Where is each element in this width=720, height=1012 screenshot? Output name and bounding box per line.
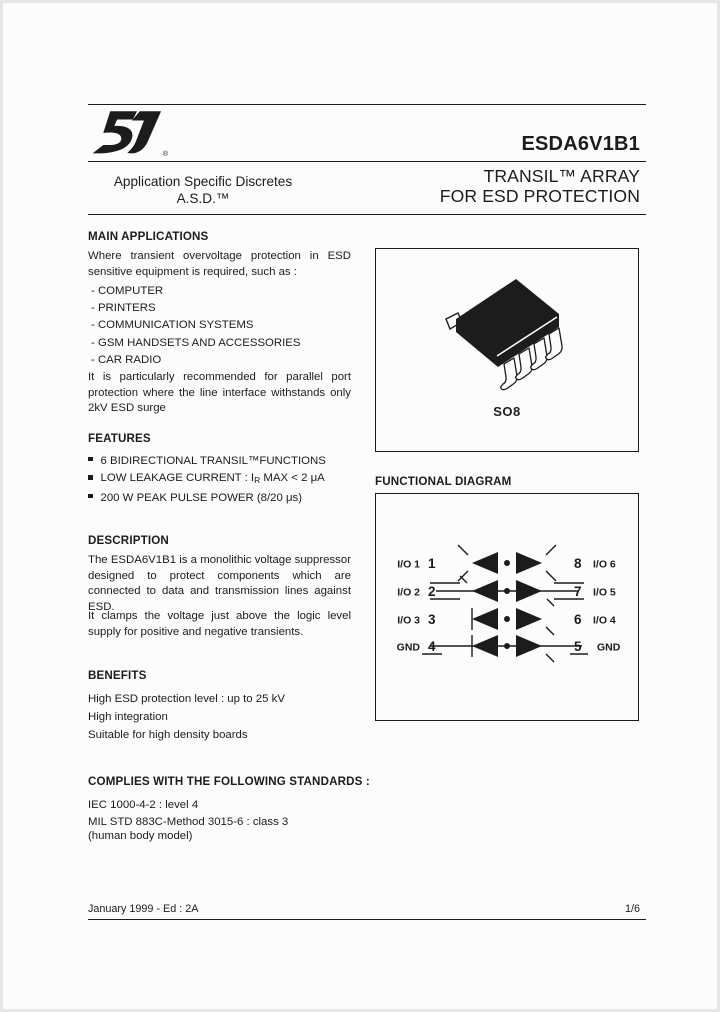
brand-line2: A.S.D.™ [176,190,230,206]
footer-page-number: 1/6 [624,903,640,915]
benefit-item: Suitable for high density boards [88,729,248,741]
registered-mark: ® [162,151,168,158]
list-item: - GSM HANDSETS AND ACCESSORIES [91,336,301,349]
doc-title-line1: TRANSIL™ ARRAY [483,166,640,186]
feature-text-post: MAX < 2 μA [260,472,325,485]
features-heading: FEATURES [88,432,151,445]
feature-text: 6 BIDIRECTIONAL TRANSIL™FUNCTIONS [100,455,326,467]
brand-line1: Application Specific Discretes [113,174,293,189]
main-applications-heading: MAIN APPLICATIONS [88,230,209,243]
pin-label: I/O 3 [397,614,420,627]
pin-number: 5 [574,639,582,654]
square-bullet-icon [88,457,93,462]
feature-item [88,453,326,470]
pin-number: 3 [428,612,436,627]
benefit-item: High integration [88,711,168,723]
so8-package-icon [376,249,637,450]
pin-label: I/O 1 [397,558,420,571]
st-logo [88,109,166,159]
brand-block [88,174,318,207]
description-p1: The ESDA6V1B1 is a monolithic voltage suppressor designed to protect components which are connected to data and transmission lines against ESD. [88,554,351,613]
top-rule [88,104,646,105]
main-applications-note: It is particularly recommended for parallel port protection where the line interface withstands only 2kV ESD surge [88,371,351,415]
functional-diagram-box [375,493,639,721]
standard-item: MIL STD 883C-Method 3015-6 : class 3 [88,816,289,828]
package-label: SO8 [493,404,521,419]
pin-number: 1 [428,556,436,571]
feature-item [88,470,326,489]
main-applications-list [91,283,301,369]
feature-text-sub: R [254,475,261,486]
benefit-item: High ESD protection level : up to 25 kV [88,693,285,705]
pin-number: 6 [574,612,582,627]
standard-item: (human body model) [88,830,193,842]
pin-label: I/O 4 [593,614,616,627]
feature-text: 200 W PEAK PULSE POWER (8/20 μs) [100,491,303,504]
standard-item: IEC 1000-4-2 : level 4 [88,799,199,811]
footer-date-edition: January 1999 - Ed : 2A [88,903,199,915]
pin-number: 7 [574,584,582,599]
footer-rule [88,919,646,920]
feature-text-pre: LOW LEAKAGE CURRENT : I [100,472,255,485]
list-item: - COMPUTER [91,285,164,297]
functional-diagram-drawing [376,494,637,719]
benefits-heading: BENEFITS [88,669,147,682]
list-item: - CAR RADIO [91,353,162,366]
pin-number: 2 [428,584,436,599]
feature-item [88,490,326,507]
pin-label: I/O 6 [593,558,616,571]
pin-number: 8 [574,556,582,571]
pin-label: GND [597,641,621,654]
doc-title [320,167,640,206]
pin-label: GND [396,641,420,654]
pin-label: I/O 5 [593,586,616,599]
description-p2: It clamps the voltage just above the logic level supply for positive and negative transients. [88,610,351,638]
pin-number: 4 [428,639,436,654]
doc-title-line2: FOR ESD PROTECTION [439,185,640,206]
package-box [375,248,639,452]
header-rule [88,161,646,162]
description-heading: DESCRIPTION [88,534,169,547]
standards-heading: COMPLIES WITH THE FOLLOWING STANDARDS : [88,775,370,788]
main-applications-intro: Where transient overvoltage protection in ESD sensitive equipment is required, such as : [88,250,351,278]
list-item: - COMMUNICATION SYSTEMS [91,319,254,332]
list-item: - PRINTERS [91,302,156,315]
functional-diagram-heading: FUNCTIONAL DIAGRAM [375,475,512,488]
title-rule [88,214,646,215]
features-list [88,453,326,507]
pin-label: I/O 2 [397,586,420,599]
square-bullet-icon [88,494,93,499]
part-number: ESDA6V1B1 [521,133,640,155]
st-logo-icon [88,109,162,156]
square-bullet-icon [88,475,93,480]
feature-text [101,470,325,489]
